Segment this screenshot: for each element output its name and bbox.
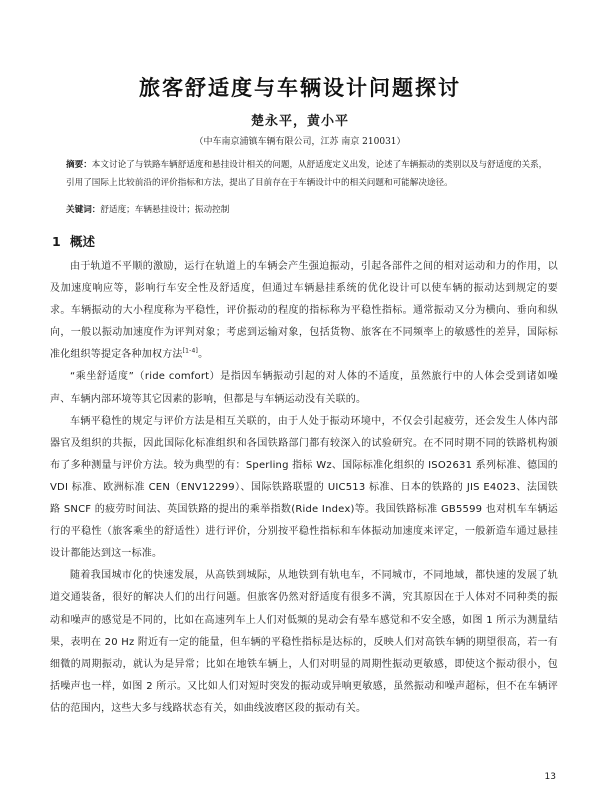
page-number: 13: [544, 772, 556, 782]
section-heading: [52, 232, 95, 250]
paper-authors: 楚永平，黄小平: [250, 114, 349, 129]
paragraph: 车辆平稳性的规定与评价方法是相互关联的，由于人处于振动环境中，不仅会引起疲劳，还会发生人体内部器官及组织的共振，因此国际化标准组织和各国铁路部门都有较深入的试验研究。在不同时期不同的铁路机构颁布了多种测量与评价方法。较为典型的有：Sperling 指标 Wz、国际标准化组织的 ISO2631 系列标准、德国的 VDI 标准、欧洲标准 CEN（ENV12299）、国际铁路联盟的 UIC513 标准、日本的铁路的 JIS E4023、法国铁路 SNCF 的疲劳时间法、英国铁路的提出的乘举指数(Ride Index)等。我国铁路标准 GB5599 也对机车车辆运行的平稳性（旅客乘坐的舒适性）进行评价，分别按平稳性指标和车体振动加速度来评定，一般新造车通过悬挂设计都能达到这一标准。: [50, 415, 558, 560]
paragraph: “乘坐舒适度”（ride comfort）是指因车辆振动引起的对人体的不适度，虽然旅行中的人体会受到诸如噪声、车辆内部环境等其它因素的影响，但都是与车辆运动没有关联的。: [50, 371, 558, 405]
body-text: [50, 256, 558, 720]
abstract: [66, 156, 550, 192]
paragraph-end: 。: [198, 349, 209, 361]
citation-ref: [1-4]: [182, 348, 199, 356]
keywords-text: 舒适度；车辆悬挂设计；振动控制: [100, 205, 230, 215]
paper-title: 旅客舒适度与车辆设计问题探讨: [139, 75, 461, 100]
section-number: 1: [52, 234, 61, 249]
paragraph-text: 由于轨道不平顺的激励，运行在轨道上的车辆会产生强迫振动，引起各部件之间的相对运动和力的作用，以及加速度响应等，影响行车安全性及舒适度，但通过车辆悬挂系统的优化设计可以使车辆的振动达到规定的要求。车辆振动的大小程度称为平稳性，评价振动的程度的指标称为平稳性指标。通常振动又分为横向、垂向和纵向，一般以振动加速度作为评判对象；考虑到运输对象，包括货物、旅客在不同频率上的敏感性的差异，国际标准化组织等提定各种加权方法: [50, 261, 558, 361]
keywords: [66, 202, 550, 218]
paragraph: 随着我国城市化的快速发展，从高铁到城际，从地铁到有轨电车，不同城市，不同地域，都快速的发展了轨道交通装备，很好的解决人们的出行问题。但旅客仍然对舒适度有很多不满，究其原因在于人体对不同种类的振动和噪声的感觉是不同的，比如在高速列车上人们对低频的晃动会有晕车感觉和不安全感，如图 1 所示为测量结果，表明在 20 Hz 附近有一定的能量，但车辆的平稳性指标是达标的，反映人们对高铁车辆的期望很高，若一有细微的周期振动，就认为是异常；比如在地铁车辆上，人们对明显的周期性振动更敏感，即使这个振动很小，包括噪声也一样，如图 2 所示。又比如人们对短时突发的振动或异响更敏感，虽然振动和噪声超标，但不在车辆评估的范围内，这些大多与线路状态有关，如曲线波磨区段的振动有关。: [50, 570, 558, 714]
keywords-label: 关键词：: [66, 205, 101, 215]
paragraph: [50, 256, 558, 366]
paper-affiliation: （中车南京浦镇车辆有限公司，江苏 南京 210031）: [194, 137, 406, 147]
abstract-text: 本文讨论了与铁路车辆舒适度和悬挂设计相关的问题，从舒适度定义出发，论述了车辆振动的类别以及与舒适度的关系，引用了国际上比较前沿的评价指标和方法，提出了目前存在于车辆设计中的相关问题和可能解决途径。: [66, 160, 548, 188]
section-title: 概述: [70, 234, 96, 249]
abstract-label: 摘要：: [66, 160, 92, 170]
